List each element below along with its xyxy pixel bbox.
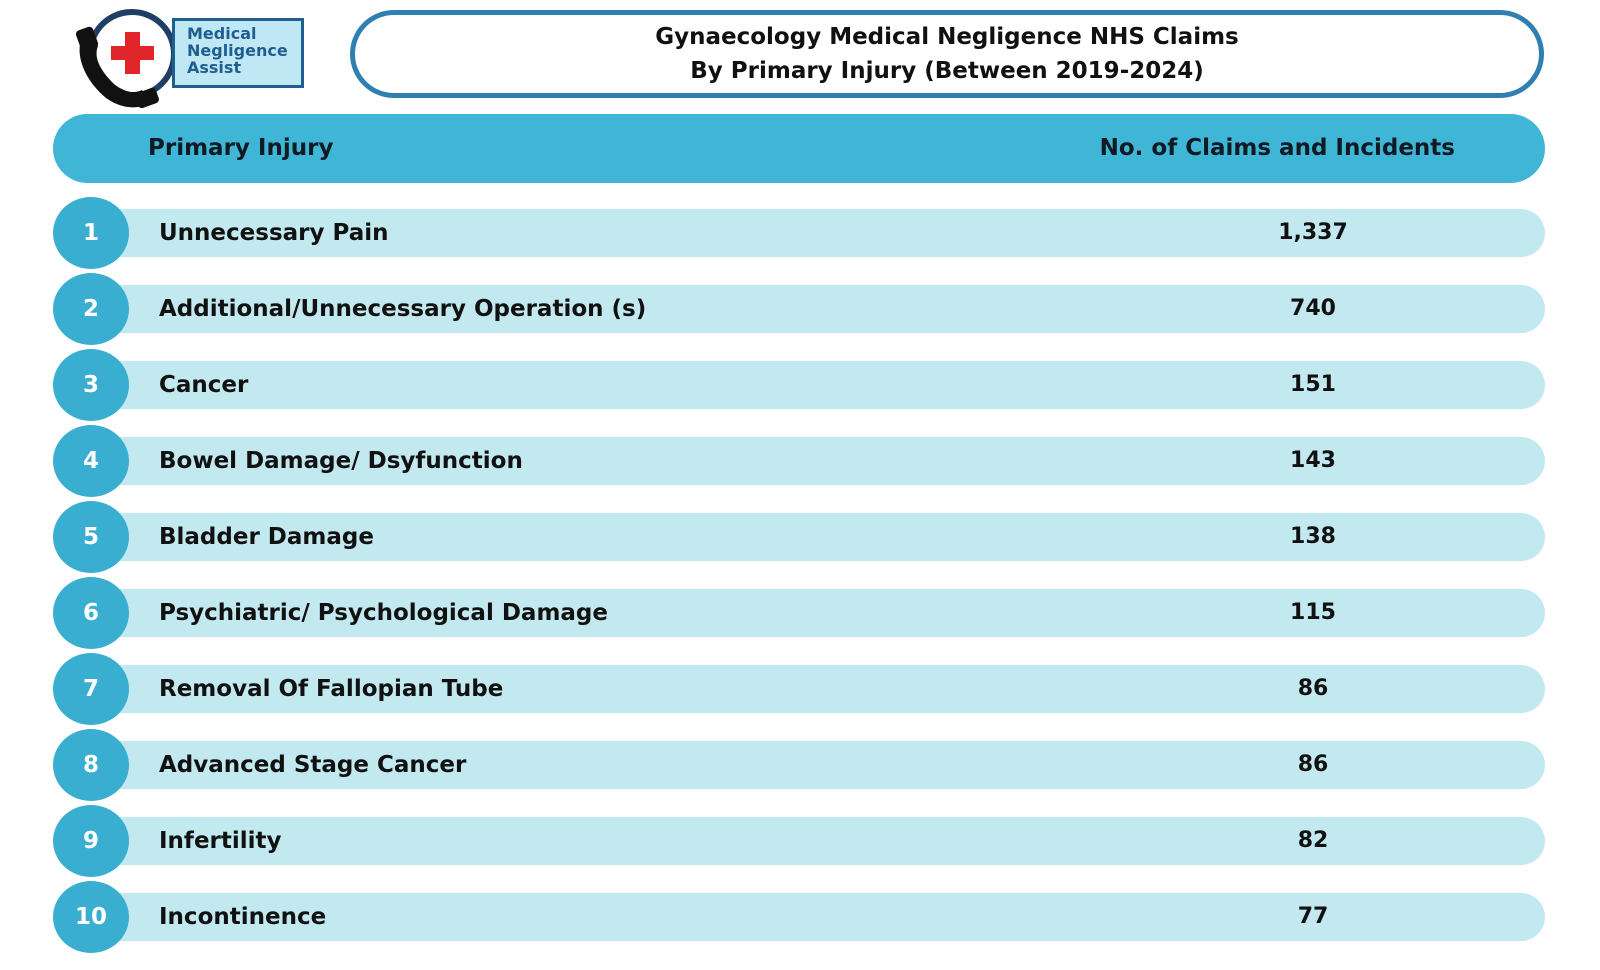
injury-label: Bowel Damage/ Dsyfunction: [159, 448, 523, 474]
table-row: [53, 501, 1545, 573]
table-row: [53, 349, 1545, 421]
rank-badge: 6: [53, 577, 129, 649]
rank-badge: 9: [53, 805, 129, 877]
rank-badge: 10: [53, 881, 129, 953]
injury-label: Removal Of Fallopian Tube: [159, 676, 504, 702]
table-row: [53, 881, 1545, 953]
claims-value: 115: [1290, 600, 1336, 625]
table-row: [53, 577, 1545, 649]
claims-value: 138: [1290, 524, 1336, 549]
logo-line-3: Assist: [187, 58, 242, 77]
column-header-injury: Primary Injury: [148, 135, 334, 161]
claims-value: 82: [1297, 828, 1329, 853]
rank-badge: 2: [53, 273, 129, 345]
table-row: [53, 197, 1545, 269]
claims-value: 86: [1297, 676, 1329, 701]
logo-line-1: Medical: [187, 24, 257, 43]
injury-label: Advanced Stage Cancer: [159, 752, 467, 778]
injury-label: Infertility: [159, 828, 282, 854]
injury-label: Psychiatric/ Psychological Damage: [159, 600, 608, 626]
logo-text-badge: [172, 18, 304, 88]
claims-value: 143: [1290, 448, 1336, 473]
claims-value: 77: [1297, 904, 1329, 929]
phone-handset-icon: [76, 6, 186, 110]
logo: [76, 6, 316, 110]
claims-value: 151: [1290, 372, 1336, 397]
table-row: [53, 273, 1545, 345]
column-header-claims: No. of Claims and Incidents: [1099, 135, 1455, 161]
injury-label: Cancer: [159, 372, 249, 398]
injury-label: Incontinence: [159, 904, 327, 930]
rank-badge: 5: [53, 501, 129, 573]
title-line-2: By Primary Injury (Between 2019-2024): [690, 58, 1204, 84]
claims-value: 1,337: [1278, 220, 1348, 245]
claims-value: 86: [1297, 752, 1329, 777]
claims-value: 740: [1290, 296, 1336, 321]
rank-badge: 7: [53, 653, 129, 725]
table-row: [53, 653, 1545, 725]
table-row: [53, 805, 1545, 877]
injury-label: Bladder Damage: [159, 524, 374, 550]
table-row: [53, 425, 1545, 497]
table-header: [53, 114, 1545, 183]
rank-badge: 1: [53, 197, 129, 269]
title-line-1: Gynaecology Medical Negligence NHS Claims: [655, 24, 1239, 50]
rank-badge: 4: [53, 425, 129, 497]
chart-title: [350, 10, 1544, 98]
rank-badge: 8: [53, 729, 129, 801]
rank-badge: 3: [53, 349, 129, 421]
table-row: [53, 729, 1545, 801]
injury-label: Additional/Unnecessary Operation (s): [159, 296, 647, 322]
logo-line-2: Negligence: [187, 41, 288, 60]
injury-label: Unnecessary Pain: [159, 220, 389, 246]
